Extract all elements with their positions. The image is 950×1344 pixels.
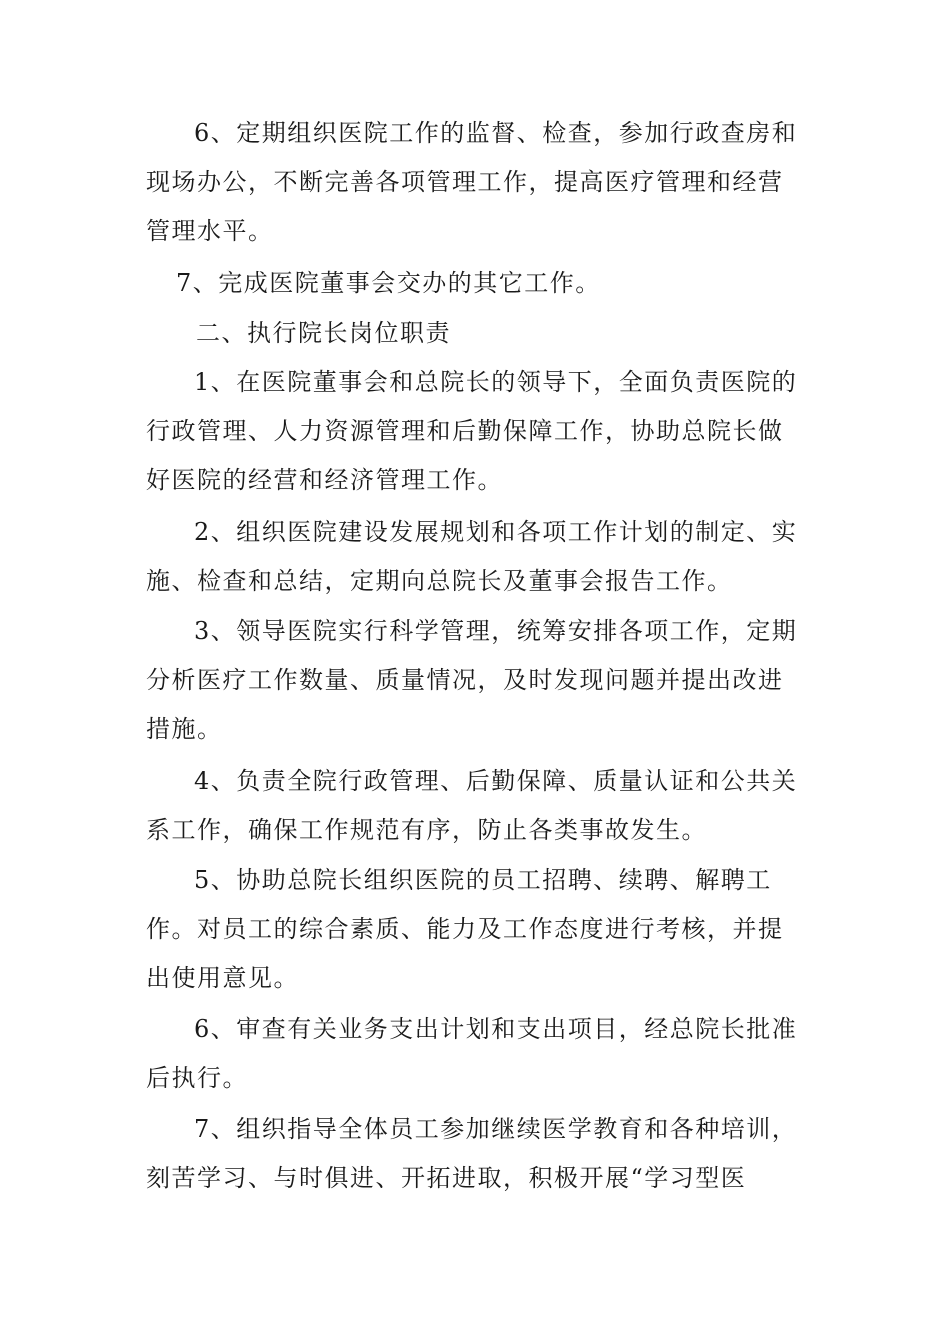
paragraph-line: 系工作，确保工作规范有序，防止各类事故发生。 <box>146 816 707 844</box>
paragraph-line: 7、完成医院董事会交办的其它工作。 <box>176 269 601 297</box>
paragraph-line: 行政管理、人力资源管理和后勤保障工作，协助总院长做 <box>146 417 784 445</box>
section-heading-executive-director-duties <box>146 309 806 358</box>
paragraph-line: 6、审查有关业务支出计划和支出项目，经总院长批准 <box>194 1015 798 1043</box>
paragraph-line: 1、在医院董事会和总院长的领导下，全面负责医院的 <box>194 368 798 396</box>
paragraph-duty-7-board-tasks <box>146 259 806 308</box>
paragraph-line: 出使用意见。 <box>146 964 299 992</box>
paragraph-exec-duty-4 <box>146 757 806 855</box>
paragraph-line: 5、协助总院长组织医院的员工招聘、续聘、解聘工 <box>194 866 772 894</box>
paragraph-exec-duty-3 <box>146 607 806 754</box>
paragraph-line: 措施。 <box>146 715 223 743</box>
paragraph-line: 施、检查和总结，定期向总院长及董事会报告工作。 <box>146 567 733 595</box>
paragraph-exec-duty-1 <box>146 358 806 505</box>
paragraph-line: 3、领导医院实行科学管理，统筹安排各项工作，定期 <box>194 617 798 645</box>
paragraph-line: 好医院的经营和经济管理工作。 <box>146 466 503 494</box>
paragraph-exec-duty-5 <box>146 856 806 1003</box>
paragraph-line: 7、组织指导全体员工参加继续医学教育和各种培训， <box>194 1115 798 1143</box>
paragraph-line: 6、定期组织医院工作的监督、检查，参加行政查房和 <box>194 119 798 147</box>
paragraph-exec-duty-2 <box>146 508 806 606</box>
paragraph-line: 现场办公，不断完善各项管理工作，提高医疗管理和经营 <box>146 168 784 196</box>
paragraph-exec-duty-6 <box>146 1005 806 1103</box>
paragraph-line: 4、负责全院行政管理、后勤保障、质量认证和公共关 <box>194 767 798 795</box>
paragraph-line: 2、组织医院建设发展规划和各项工作计划的制定、实 <box>194 518 798 546</box>
paragraph-line: 刻苦学习、与时俱进、开拓进取，积极开展“学习型医 <box>146 1164 747 1192</box>
paragraph-line: 分析医疗工作数量、质量情况，及时发现问题并提出改进 <box>146 666 784 694</box>
paragraph-line: 作。对员工的综合素质、能力及工作态度进行考核，并提 <box>146 915 784 943</box>
heading-line: 二、执行院长岗位职责 <box>196 319 451 347</box>
paragraph-exec-duty-7 <box>146 1105 806 1203</box>
paragraph-line: 后执行。 <box>146 1064 248 1092</box>
paragraph-line: 管理水平。 <box>146 217 274 245</box>
paragraph-duty-6-inspection <box>146 109 806 256</box>
